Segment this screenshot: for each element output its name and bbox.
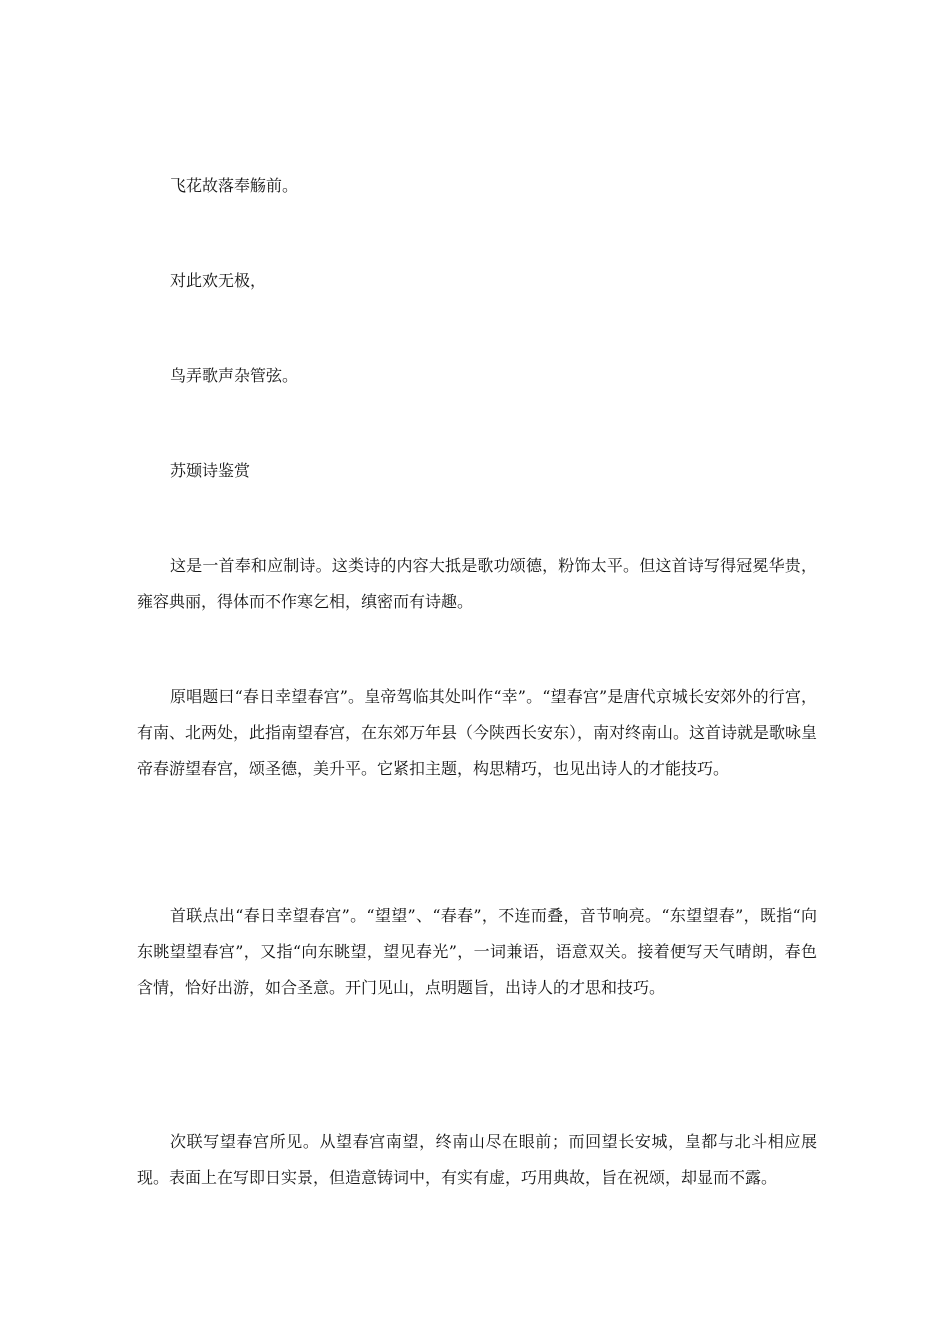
paragraph-4: 次联写望春宫所见。从望春宫南望，终南山尽在眼前；而回望长安城，皇都与北斗相应展现。表面上在写即日实景，但造意铸词中，有实有虚，巧用典故，旨在祝颂，却显而不露。 bbox=[137, 1132, 817, 1187]
section-title: 苏颋诗鉴赏 bbox=[170, 461, 251, 480]
poem-line-3: 鸟弄歌声杂管弦。 bbox=[170, 366, 299, 385]
paragraph-2: 原唱题曰“春日幸望春宫”。皇帝驾临其处叫作“幸”。“望春宫”是唐代京城长安郊外的行宫，有南、北两处，此指南望春宫，在东郊万年县（今陕西长安东），南对终南山。这首诗就是歌咏皇帝春游望春宫，颂圣德，美升平。它紧扣主题，构思精巧，也见出诗人的才能技巧。 bbox=[137, 687, 818, 778]
paragraph-1: 这是一首奉和应制诗。这类诗的内容大抵是歌功颂德，粉饰太平。但这首诗写得冠冕华贵，雍容典丽，得体而不作寒乞相，缜密而有诗趣。 bbox=[137, 556, 817, 611]
poem-line-2: 对此欢无极， bbox=[170, 271, 267, 290]
paragraph-3: 首联点出“春日幸望春宫”。“望望”、“春春”，不连而叠，音节响亮。“东望望春”，既指“向东眺望望春宫”，又指“向东眺望，望见春光”，一词兼语，语意双关。接着便写天气晴朗，春色含情，恰好出游，如合圣意。开门见山，点明题旨，出诗人的才思和技巧。 bbox=[137, 906, 817, 997]
poem-line-1: 飞花故落奉觞前。 bbox=[170, 176, 299, 195]
